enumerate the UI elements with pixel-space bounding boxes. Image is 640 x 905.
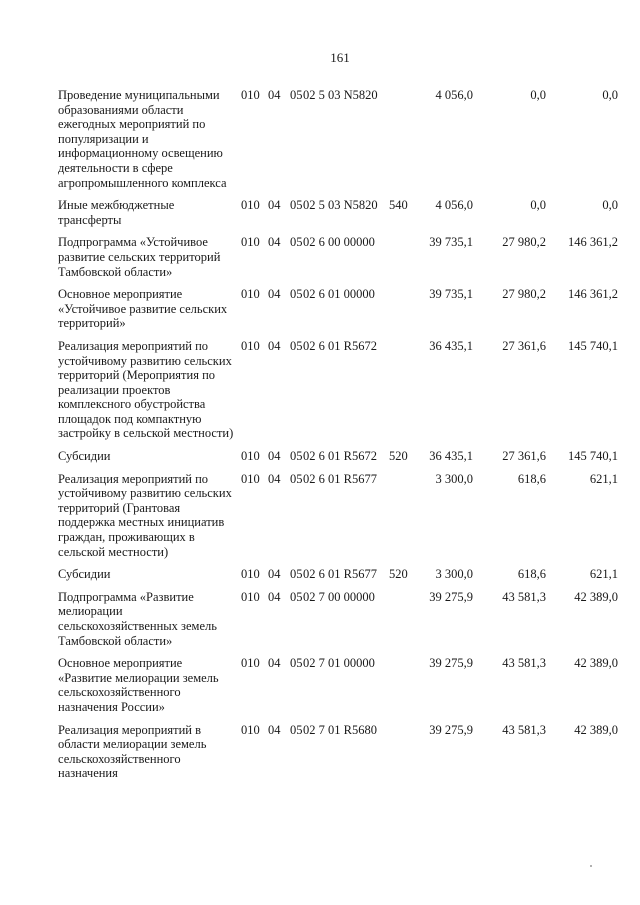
amount-1: 36 435,1 [429,449,473,464]
table-row [58,88,628,190]
amount-1: 39 735,1 [429,235,473,250]
subsection-code: 05 [290,567,303,582]
section-code: 04 [268,471,281,486]
target-code: 02 7 01 00000 [303,656,375,671]
row-name: Основное мероприятие «Развитие мелиорации земель сельскохозяйственного назначения России» [58,656,219,714]
amount-2: 618,6 [517,471,546,486]
page-number: 161 [330,50,350,65]
amount-2: 27 980,2 [502,235,546,250]
table-row [58,287,628,331]
section-code: 04 [268,722,281,737]
amount-2: 43 581,3 [502,656,546,671]
budget-table [58,88,628,789]
expense-type-code: 520 [389,449,408,464]
amount-1: 3 300,0 [435,567,473,582]
ministry-code: 010 [241,88,260,102]
ministry-code: 010 [241,567,260,582]
ministry-code: 010 [241,287,260,302]
subsection-code: 05 [290,722,303,737]
table-row [58,656,628,714]
section-code: 04 [268,198,281,213]
ministry-code: 010 [241,338,260,353]
amount-2: 618,6 [517,567,546,582]
amount-3: 0,0 [602,198,618,213]
amount-2: 27 980,2 [502,287,546,302]
amount-3: 0,0 [602,88,618,102]
ministry-code: 010 [241,589,260,604]
target-code: 02 7 00 00000 [303,589,375,604]
section-code: 04 [268,338,281,353]
subsection-code: 05 [290,287,303,302]
row-name: Реализация мероприятий по устойчивому развитию сельских территорий (Мероприятия по реализации проектов комплексного обустройства площадок под компактную застройку в сельской местности) [58,338,234,441]
target-code: 02 6 01 00000 [303,287,375,302]
amount-1: 39 735,1 [429,287,473,302]
ministry-code: 010 [241,722,260,737]
ministry-code: 010 [241,449,260,464]
table-row [58,198,628,227]
target-code: 02 5 03 N5820 [303,198,378,213]
amount-1: 39 275,9 [429,589,473,604]
amount-2: 43 581,3 [502,589,546,604]
amount-1: 3 300,0 [435,471,473,486]
amount-3: 42 389,0 [574,656,618,671]
subsection-code: 05 [290,589,303,604]
table-row [58,449,628,464]
expense-type-code: 540 [389,198,408,213]
subsection-code: 05 [290,449,303,464]
amount-1: 39 275,9 [429,722,473,737]
section-code: 04 [268,589,281,604]
row-name: Субсидии [58,567,111,582]
amount-1: 39 275,9 [429,656,473,671]
amount-3: 621,1 [589,471,618,486]
section-code: 04 [268,449,281,464]
amount-1: 4 056,0 [435,88,473,102]
section-code: 04 [268,88,281,102]
amount-2: 0,0 [530,198,546,213]
section-code: 04 [268,235,281,250]
amount-3: 145 740,1 [568,449,618,464]
ministry-code: 010 [241,471,260,486]
table-row [58,472,628,560]
amount-3: 42 389,0 [574,722,618,737]
table-row [58,567,628,582]
amount-3: 145 740,1 [568,338,618,353]
subsection-code: 05 [290,198,303,213]
scan-speck [590,865,592,867]
amount-3: 146 361,2 [568,235,618,250]
subsection-code: 05 [290,88,303,102]
table-row [58,590,628,648]
table-row [58,339,628,441]
ministry-code: 010 [241,656,260,671]
amount-3: 621,1 [589,567,618,582]
row-name: Подпрограмма «Развитие мелиорации сельскохозяйственных земель Тамбовской области» [58,589,217,648]
table-row [58,723,628,781]
row-name: Реализация мероприятий по устойчивому развитию сельских территорий (Грантовая поддержка местных инициатив граждан, проживающих в сельской местности) [58,471,232,559]
target-code: 02 6 01 R5672 [303,338,377,353]
amount-2: 0,0 [530,88,546,102]
amount-2: 27 361,6 [502,449,546,464]
subsection-code: 05 [290,471,303,486]
subsection-code: 05 [290,338,303,353]
section-code: 04 [268,656,281,671]
expense-type-code: 520 [389,567,408,582]
ministry-code: 010 [241,198,260,213]
row-name: Иные межбюджетные трансферты [58,198,175,227]
amount-2: 27 361,6 [502,338,546,353]
table-row [58,235,628,279]
target-code: 02 5 03 N5820 [303,88,378,102]
amount-2: 43 581,3 [502,722,546,737]
target-code: 02 6 01 R5677 [303,567,377,582]
row-name: Реализация мероприятий в области мелиорации земель сельскохозяйственного назначения [58,722,207,781]
subsection-code: 05 [290,235,303,250]
amount-1: 36 435,1 [429,338,473,353]
target-code: 02 7 01 R5680 [303,722,377,737]
section-code: 04 [268,567,281,582]
target-code: 02 6 00 00000 [303,235,375,250]
target-code: 02 6 01 R5677 [303,471,377,486]
amount-3: 146 361,2 [568,287,618,302]
row-name: Проведение муниципальными образованиями области ежегодных мероприятий по популяризации и информационному освещению деятельности в сфере агропромышленного комплекса [58,88,227,190]
ministry-code: 010 [241,235,260,250]
row-name: Субсидии [58,449,111,464]
subsection-code: 05 [290,656,303,671]
target-code: 02 6 01 R5672 [303,449,377,464]
amount-1: 4 056,0 [435,198,473,213]
amount-3: 42 389,0 [574,589,618,604]
row-name: Подпрограмма «Устойчивое развитие сельских территорий Тамбовской области» [58,235,221,279]
section-code: 04 [268,287,281,302]
row-name: Основное мероприятие «Устойчивое развитие сельских территорий» [58,287,228,331]
